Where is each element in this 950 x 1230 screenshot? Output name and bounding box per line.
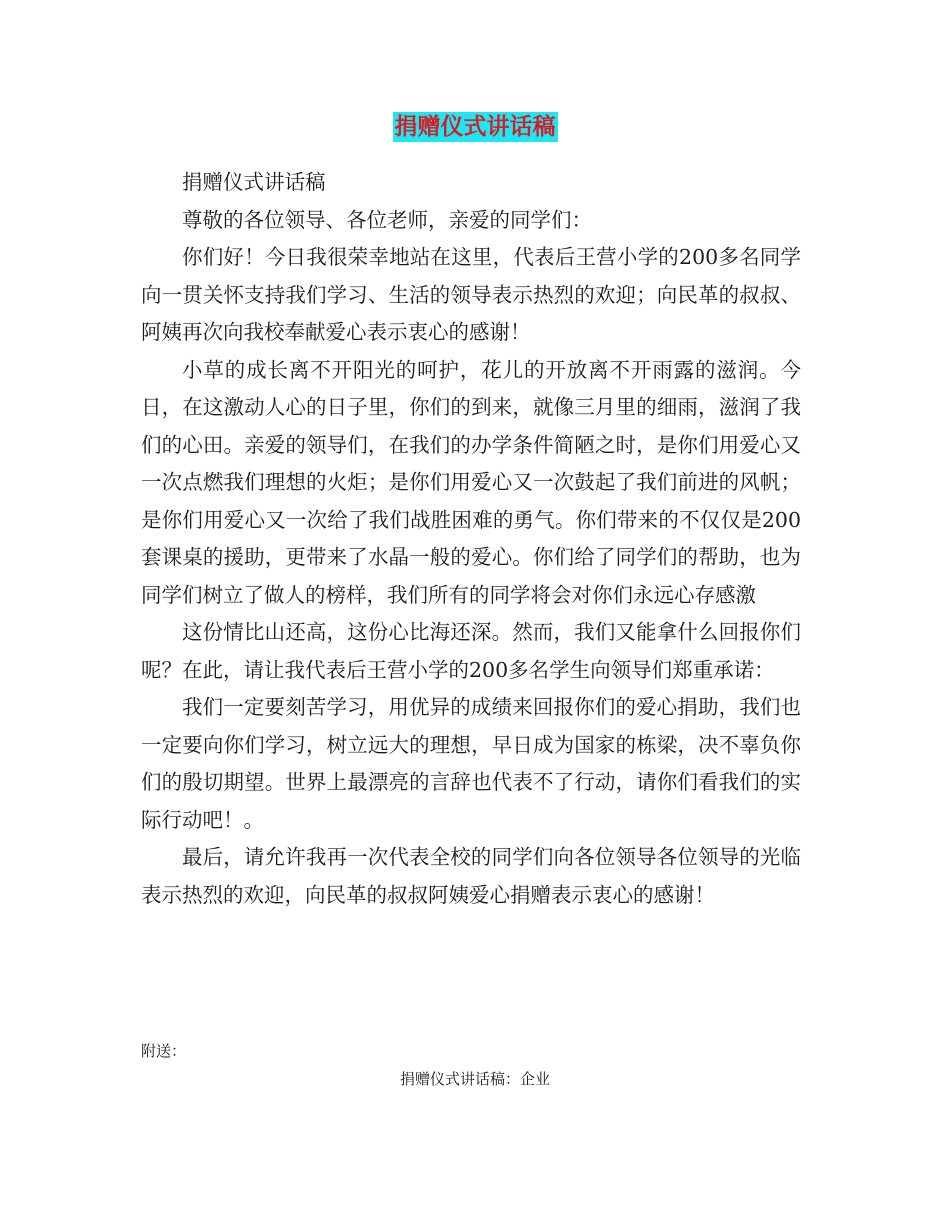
paragraph-gratitude: 小草的成长离不开阳光的呵护，花儿的开放离不开雨露的滋润。今日，在这激动人心的日子里，你们的到来，就像三月里的细雨，滋润了我们的心田。亲爱的领导们，在我们的办学条件简陋之时，是你们用爱心又一次点燃我们理想的火炬；是你们用爱心又一次鼓起了我们前进的风帆；是你们用爱心又一次给了我们战胜困难的勇气。你们带来的不仅仅是200套课桌的援助，更带来了水晶一般的爱心。你们给了同学们的帮助，也为同学们树立了做人的榜样，我们所有的同学将会对你们永远心存感激 — [141, 357, 801, 607]
appendix-label: 附送： — [141, 1042, 187, 1060]
document-body — [141, 164, 801, 914]
paragraph-promise: 我们一定要刻苦学习，用优异的成绩来回报你们的爱心捐助，我们也一定要向你们学习，树立远大的理想，早日成为国家的栋梁，决不辜负你们的殷切期望。世界上最漂亮的言辞也代表不了行动，请你们看我们的实际行动吧！。 — [141, 695, 801, 832]
document-title: 捐赠仪式讲话稿 — [394, 114, 556, 140]
appendix-title: 捐赠仪式讲话稿：企业 — [399, 1070, 550, 1088]
paragraph-closing: 最后，请允许我再一次代表全校的同学们向各位领导各位领导的光临表示热烈的欢迎，向民革的叔叔阿姨爱心捐赠表示衷心的感谢！ — [141, 845, 801, 907]
paragraph-greeting: 你们好！今日我很荣幸地站在这里，代表后王营小学的200多名同学向一贯关怀支持我们学习、生活的领导表示热烈的欢迎；向民革的叔叔、阿姨再次向我校奉献爱心表示衷心的感谢！ — [141, 245, 801, 344]
paragraph-promise-intro: 这份情比山还高，这份心比海还深。然而，我们又能拿什么回报你们呢？在此，请让我代表后王营小学的200多名学生向领导们郑重承诺： — [141, 620, 801, 682]
paragraph-heading: 捐赠仪式讲话稿 — [182, 170, 326, 194]
title-container — [0, 112, 950, 142]
paragraph-salutation: 尊敬的各位领导、各位老师，亲爱的同学们： — [182, 207, 592, 232]
